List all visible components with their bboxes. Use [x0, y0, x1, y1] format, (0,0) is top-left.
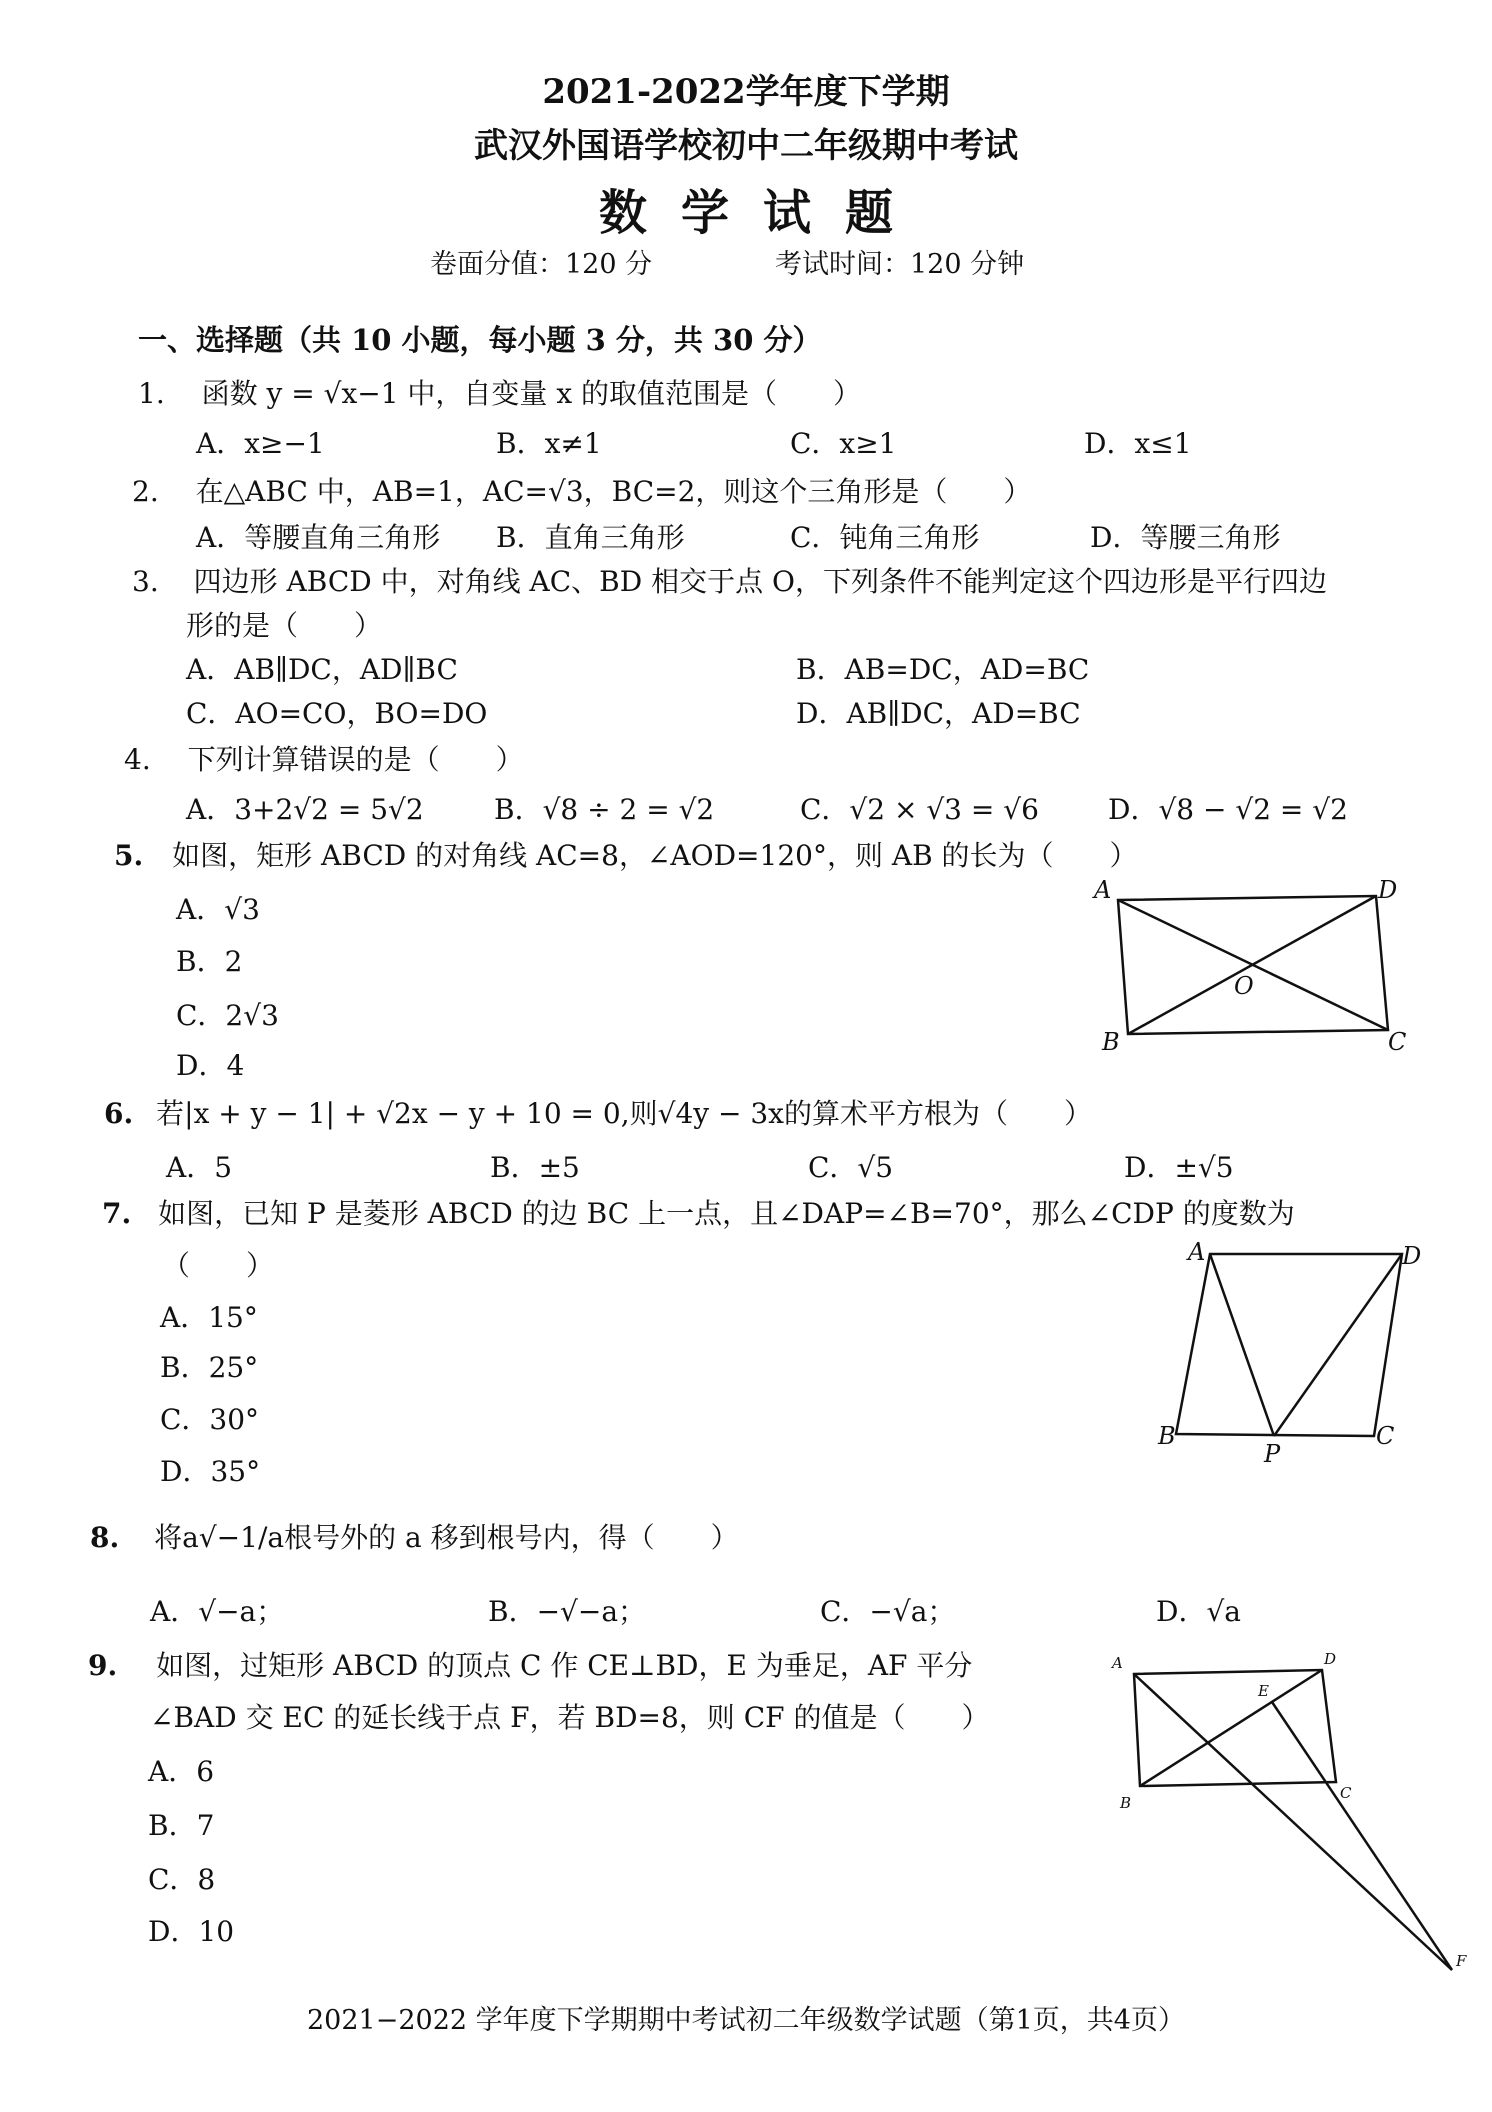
option-a: A．6 — [148, 1755, 215, 1788]
time-info: 考试时间：120 分钟 — [775, 249, 1025, 280]
question-number: 3. — [132, 565, 159, 598]
option-d: D．35° — [160, 1455, 261, 1488]
question-number: 1. — [138, 377, 165, 410]
option-b: B．AB=DC，AD=BC — [796, 653, 1090, 686]
option-d: D．等腰三角形 — [1090, 521, 1281, 554]
segment-ap — [1210, 1254, 1274, 1436]
label-e: E — [1258, 1682, 1269, 1700]
option-c: C．√2 × √3 = √6 — [800, 793, 1039, 826]
option-d: D．±√5 — [1124, 1151, 1234, 1184]
option-d: D．AB∥DC，AD=BC — [796, 697, 1081, 730]
rectangle-figure-q5 — [1080, 870, 1410, 1056]
question-stem-continued: ∠BAD 交 EC 的延长线于点 F，若 BD=8，则 CF 的值是（ ） — [150, 1701, 990, 1734]
option-d: D．√a — [1156, 1595, 1241, 1628]
option-b: B．直角三角形 — [496, 521, 685, 554]
label-p: P — [1264, 1440, 1281, 1468]
label-a: A — [1094, 876, 1112, 904]
diagonal-bd — [1128, 896, 1376, 1034]
rectangle-figure-q9 — [1100, 1640, 1480, 1980]
question-2 — [132, 470, 1031, 510]
diagonal-bd — [1140, 1670, 1322, 1786]
option-a: A．15° — [160, 1301, 258, 1334]
option-a: A．等腰直角三角形 — [196, 521, 441, 554]
option-b: B．25° — [160, 1351, 259, 1384]
exam-school-title: 武汉外国语学校初中二年级期中考试 — [474, 126, 1018, 166]
option-c: C．√5 — [808, 1151, 894, 1184]
question-3 — [132, 560, 1327, 600]
option-c: C．30° — [160, 1403, 260, 1436]
question-stem: 如图，已知 P 是菱形 ABCD 的边 BC 上一点，且∠DAP=∠B=70°，那么∠CDP 的度数为 — [158, 1197, 1295, 1230]
question-stem-continued: （ ） — [162, 1249, 275, 1282]
option-b: B．√8 ÷ 2 = √2 — [494, 793, 715, 826]
option-d: D．4 — [176, 1049, 245, 1082]
exam-year-term: 2021-2022学年度下学期 — [542, 72, 950, 112]
question-8 — [90, 1516, 739, 1556]
question-number: 8. — [90, 1521, 120, 1554]
question-stem: 四边形 ABCD 中，对角线 AC、BD 相交于点 O，下列条件不能判定这个四边形是平行四边 — [193, 565, 1327, 598]
question-stem: 若|x + y − 1| + √2x − y + 10 = 0,则√4y − 3x的算术平方根为（ ） — [156, 1097, 1092, 1130]
option-a: A．AB∥DC，AD∥BC — [186, 653, 458, 686]
option-a: A．5 — [166, 1151, 233, 1184]
question-stem: 如图，过矩形 ABCD 的顶点 C 作 CE⊥BD，E 为垂足，AF 平分 — [156, 1649, 973, 1682]
label-f: F — [1456, 1952, 1467, 1970]
option-d: D．x≤1 — [1084, 427, 1192, 460]
option-b: B．x≠1 — [496, 427, 602, 460]
label-a: A — [1188, 1238, 1206, 1266]
bisector-af — [1134, 1674, 1452, 1970]
option-c: C．AO=CO，BO=DO — [186, 697, 488, 730]
option-b: B．2 — [176, 945, 243, 978]
question-number: 5. — [114, 839, 144, 872]
question-1 — [138, 372, 861, 412]
question-stem: 在△ABC 中，AB=1，AC=√3，BC=2，则这个三角形是（ ） — [195, 475, 1032, 508]
option-c: C．x≥1 — [790, 427, 897, 460]
question-number: 6. — [104, 1097, 134, 1130]
label-c: C — [1376, 1422, 1395, 1450]
option-b: B．7 — [148, 1809, 215, 1842]
exam-subject-title: 数学试题 — [598, 185, 927, 241]
question-stem-continued: 形的是（ ） — [186, 609, 383, 642]
option-c: C．2√3 — [176, 999, 279, 1032]
segment-dp — [1274, 1254, 1402, 1436]
score-info: 卷面分值：120 分 — [430, 249, 653, 280]
label-c: C — [1388, 1028, 1407, 1056]
option-c: C．−√a； — [820, 1595, 956, 1628]
page-footer: 2021−2022 学年度下学期期中考试初二年级数学试题（第1页，共4页） — [307, 2005, 1185, 2036]
option-a: A．x≥−1 — [196, 427, 325, 460]
option-a: A．√−a； — [150, 1595, 285, 1628]
label-d: D — [1378, 876, 1398, 904]
option-a: A．√3 — [176, 893, 260, 926]
rhombus-figure-q7 — [1140, 1230, 1440, 1468]
label-o: O — [1234, 972, 1254, 1000]
option-b: B．±5 — [490, 1151, 580, 1184]
question-stem: 下列计算错误的是（ ） — [187, 743, 524, 776]
question-number: 2. — [132, 475, 159, 508]
rhombus-abcd — [1176, 1254, 1402, 1436]
label-c: C — [1340, 1784, 1352, 1802]
line-ef — [1272, 1702, 1452, 1970]
question-number: 9. — [88, 1649, 118, 1682]
label-a: A — [1112, 1654, 1123, 1672]
question-6 — [104, 1092, 1092, 1132]
question-4 — [124, 738, 524, 778]
question-stem: 将a√−1/a根号外的 a 移到根号内，得（ ） — [154, 1521, 739, 1554]
question-7 — [102, 1192, 1295, 1232]
option-a: A．3+2√2 = 5√2 — [186, 793, 424, 826]
label-b: B — [1158, 1422, 1176, 1450]
option-b: B．−√−a； — [488, 1595, 647, 1628]
label-b: B — [1102, 1028, 1120, 1056]
question-number: 7. — [102, 1197, 132, 1230]
question-9 — [88, 1644, 972, 1684]
question-5 — [114, 834, 1138, 874]
label-b: B — [1120, 1794, 1132, 1812]
option-c: C．8 — [148, 1863, 216, 1896]
option-d: D．√8 − √2 = √2 — [1108, 793, 1348, 826]
question-stem: 如图，矩形 ABCD 的对角线 AC=8，∠AOD=120°，则 AB 的长为（ ） — [172, 839, 1138, 872]
question-number: 4. — [124, 743, 151, 776]
option-d: D．10 — [148, 1915, 235, 1948]
section-title: 一、选择题（共 10 小题，每小题 3 分，共 30 分） — [138, 323, 822, 357]
question-stem: 函数 y = √x−1 中，自变量 x 的取值范围是（ ） — [201, 377, 862, 410]
option-c: C．钝角三角形 — [790, 521, 980, 554]
label-d: D — [1402, 1242, 1422, 1270]
label-d: D — [1324, 1650, 1337, 1668]
